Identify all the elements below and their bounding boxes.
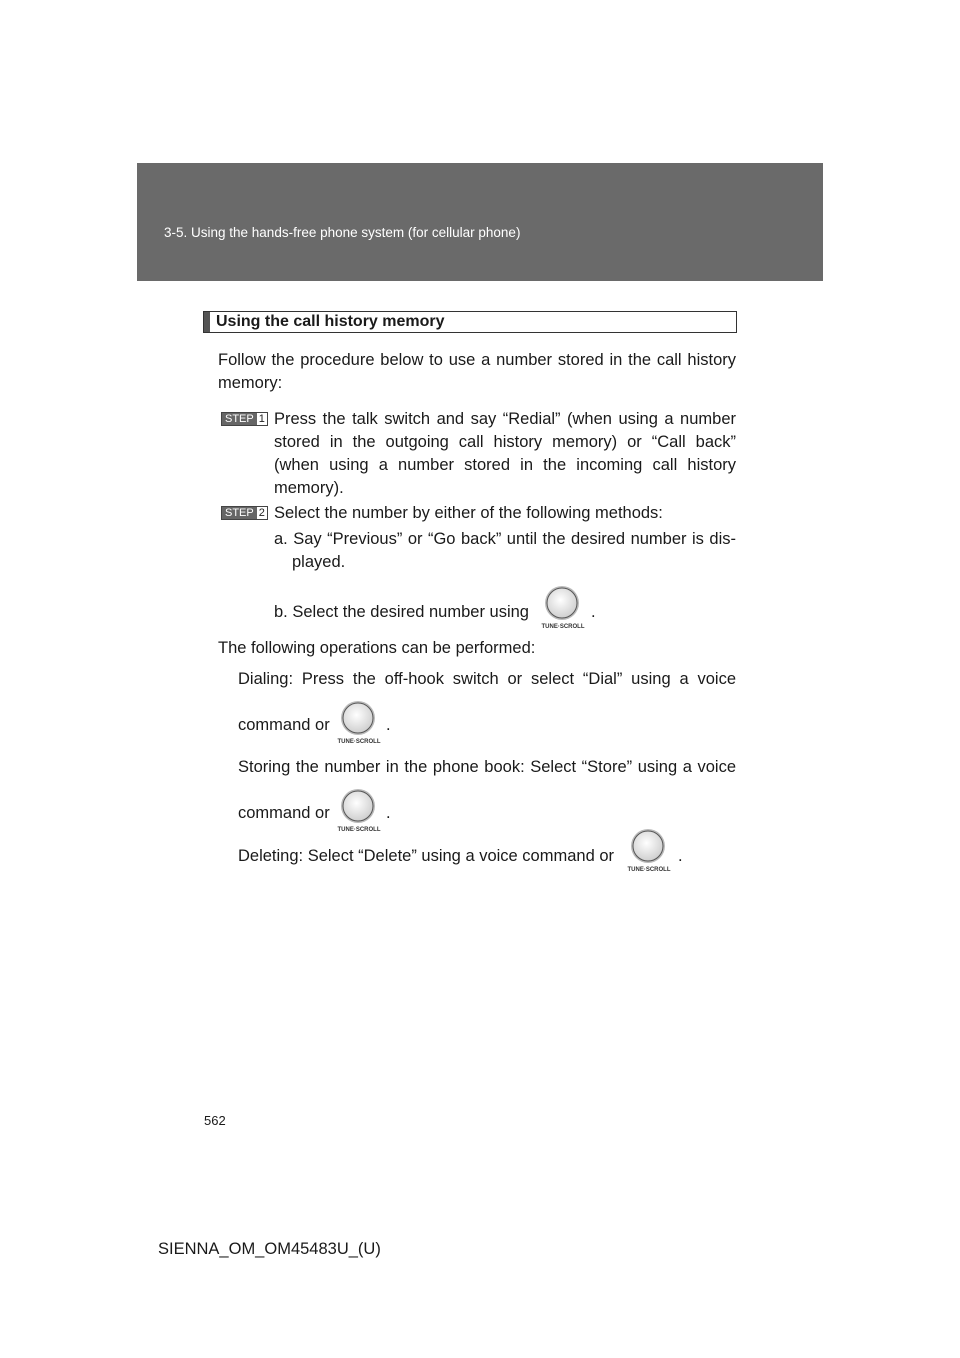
method-b-text: b. Select the desired number using [274, 603, 529, 621]
chapter-header-band [137, 163, 823, 281]
step-1-line-1: Press the talk switch and say “Redial” (when using a number [274, 410, 736, 428]
step-number: 1 [258, 413, 265, 425]
storing-end: . [386, 804, 391, 822]
dialing-line-2: command or [238, 716, 330, 734]
tune-scroll-knob-icon [624, 827, 674, 875]
method-a-line-1: a. Say “Previous” or “Go back” until the desired number is dis- [274, 530, 736, 548]
deleting-end: . [678, 847, 683, 865]
knob-caption: TUNE·SCROLL [541, 624, 585, 630]
knob-caption: TUNE·SCROLL [337, 827, 381, 833]
knob-caption: TUNE·SCROLL [627, 867, 671, 873]
intro-line-1: Follow the procedure below to use a number stored in the call history [218, 351, 736, 369]
section-heading: Using the call history memory [216, 313, 445, 330]
section-heading-box [203, 311, 737, 333]
step-2-line-1: Select the number by either of the following methods: [274, 504, 663, 522]
step-1-line-4: memory). [274, 479, 344, 497]
step-label: STEP [222, 507, 257, 519]
tune-scroll-knob-icon [334, 699, 384, 747]
step-label: STEP [222, 413, 257, 425]
dialing-end: . [386, 716, 391, 734]
deleting-text: Deleting: Select “Delete” using a voice command or [238, 847, 615, 865]
step-1-line-2: stored in the outgoing call history memory) or “Call back” [274, 433, 736, 451]
page-number: 562 [204, 1113, 226, 1128]
heading-marker [204, 312, 210, 332]
storing-line-1: Storing the number in the phone book: Select “Store” using a voice [238, 758, 736, 776]
tune-scroll-knob-icon [334, 787, 384, 835]
method-b-end: . [591, 603, 596, 621]
method-a-line-2: played. [292, 553, 346, 571]
dialing-line-1: Dialing: Press the off-hook switch or select “Dial” using a voice [238, 670, 736, 688]
chapter-title: 3-5. Using the hands-free phone system (for cellular phone) [164, 225, 521, 240]
document-id: SIENNA_OM_OM45483U_(U) [158, 1240, 381, 1258]
tune-scroll-knob-icon [538, 584, 588, 632]
operations-intro: The following operations can be performed: [218, 639, 536, 657]
storing-line-2: command or [238, 804, 330, 822]
intro-line-2: memory: [218, 374, 283, 392]
step-1-badge [221, 412, 268, 426]
step-2-badge [221, 506, 268, 520]
step-1-line-3: (when using a number stored in the incoming call history [274, 456, 736, 474]
step-number: 2 [258, 507, 265, 519]
knob-caption: TUNE·SCROLL [337, 739, 381, 745]
